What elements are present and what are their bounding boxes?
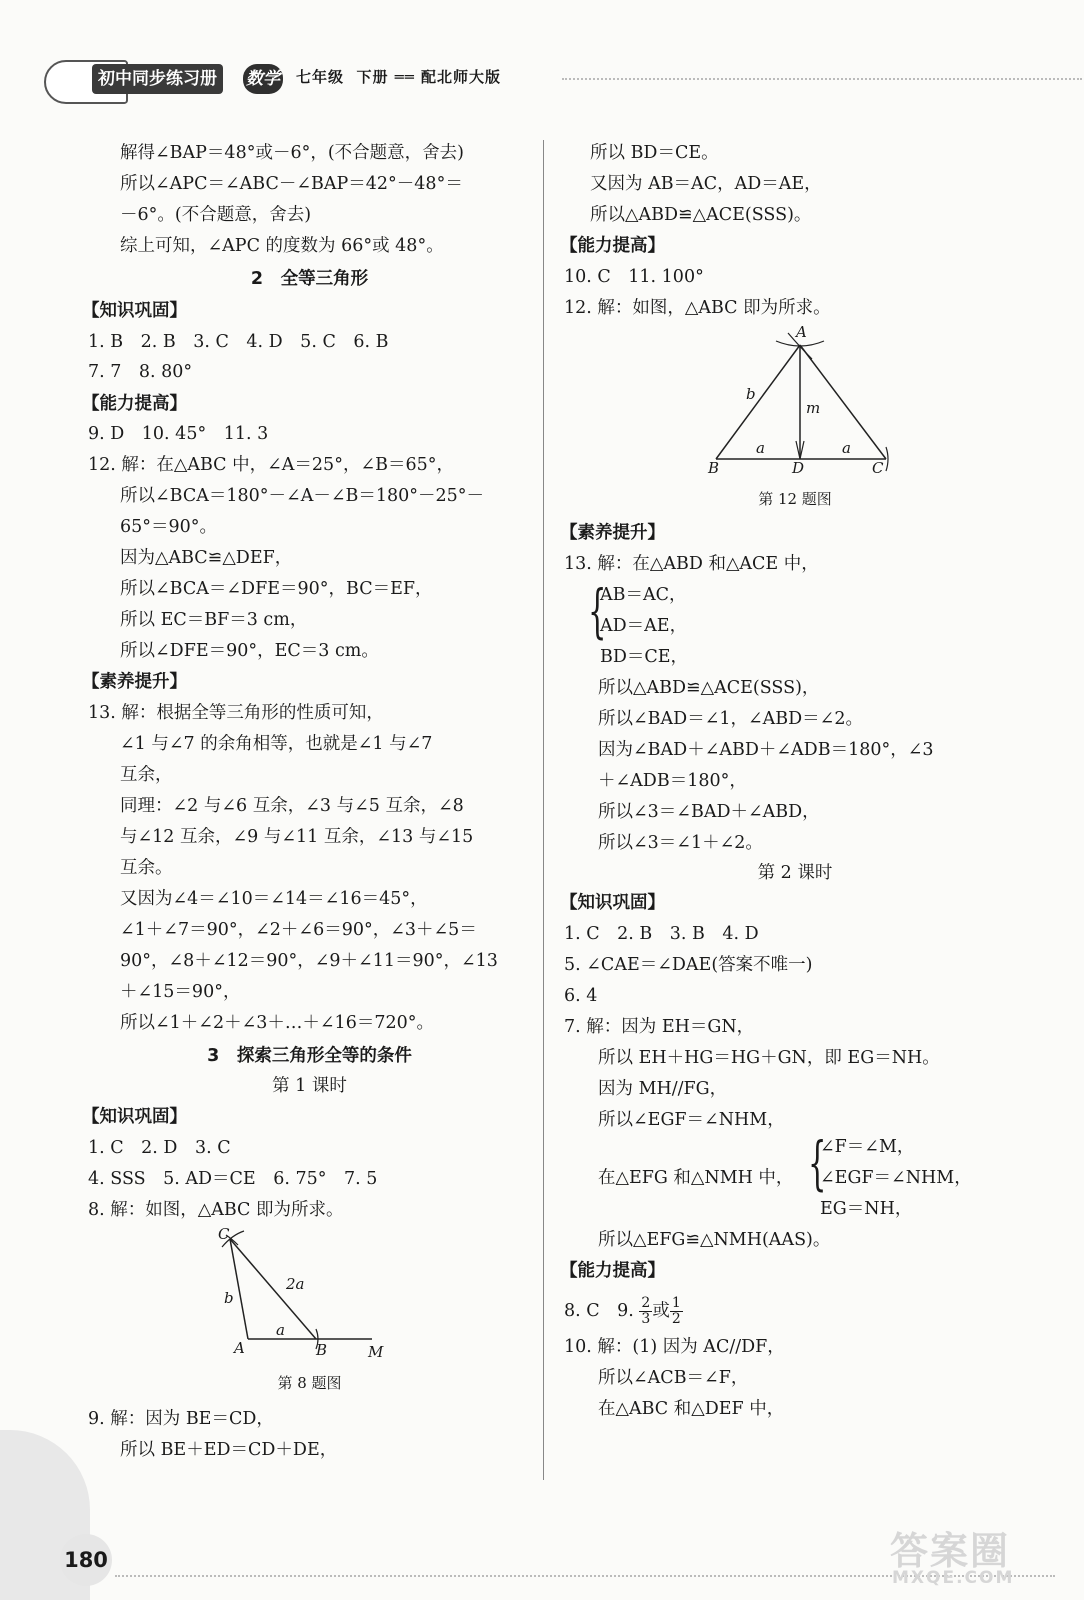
text-line: 所以∠ACB＝∠F，	[598, 1368, 749, 1388]
or-word: 或	[652, 1301, 670, 1321]
system-line: AB＝AC，	[600, 585, 687, 605]
book-title: 初中同步练习册	[92, 64, 223, 94]
page-number: 180	[60, 1534, 112, 1586]
watermark-text: 答案圈	[890, 1529, 1011, 1573]
label-m: m	[806, 399, 821, 417]
text-line: 因为 MH//FG，	[598, 1079, 728, 1099]
text-line: ＋∠15＝90°，	[120, 982, 241, 1002]
figure-caption: 第 8 题图	[277, 1374, 342, 1392]
answer-prefix: 8. C 9.	[564, 1301, 640, 1321]
text-line: 解得∠BAP＝48°或－6°，(不合题意，舍去)	[120, 143, 464, 163]
text-line: 所以△ABD≌△ACE(SSS)。	[590, 205, 812, 225]
text-line: 互余。	[120, 858, 173, 878]
text-line: 所以 EC＝BF＝3 cm，	[120, 610, 308, 630]
brace: {	[808, 1129, 827, 1197]
text-line: ∠1 与∠7 的余角相等，也就是∠1 与∠7	[120, 734, 433, 754]
label-c: C	[218, 1225, 230, 1243]
system-line: ∠EGF＝∠NHM，	[820, 1168, 972, 1188]
label-a: a	[276, 1321, 285, 1339]
figure-caption: 第 12 题图	[758, 490, 832, 508]
text-line: 互余，	[120, 765, 173, 785]
text-line: 因为∠BAD＋∠ABD＋∠ADB＝180°，∠3	[598, 740, 934, 760]
fraction	[670, 1296, 683, 1327]
page-header	[30, 52, 1054, 102]
text-line: 同理：∠2 与∠6 互余，∠3 与∠5 互余，∠8	[120, 796, 464, 816]
label-c-point: C	[872, 459, 884, 477]
text-line: 9. 解：因为 BE＝CD，	[88, 1409, 274, 1429]
text-line: 所以∠EGF＝∠NHM，	[598, 1110, 785, 1130]
answer-line: 7. 7 8. 80°	[88, 362, 193, 382]
subsection-label: 【能力提高】	[82, 394, 187, 414]
text-line: 综上可知，∠APC 的度数为 66°或 48°。	[120, 236, 444, 256]
label-b-point: B	[316, 1341, 328, 1359]
subsection-label: 【知识巩固】	[82, 301, 187, 321]
answer-line-fractions	[564, 1296, 683, 1327]
text-line: 所以∠DFE＝90°，EC＝3 cm。	[120, 641, 379, 661]
text-line: 所以∠3＝∠BAD＋∠ABD，	[598, 802, 820, 822]
text-line: 又因为∠4＝∠10＝∠14＝∠16＝45°，	[120, 889, 428, 909]
answer-line: 5. ∠CAE＝∠DAE(答案不唯一)	[564, 955, 813, 975]
text-line: 所以∠APC＝∠ABC－∠BAP＝42°－48°＝	[120, 174, 463, 194]
system-line: BD＝CE，	[600, 647, 689, 667]
text-line: 7. 解：因为 EH＝GN，	[564, 1017, 755, 1037]
label-m: M	[368, 1343, 384, 1361]
subsection-label: 【能力提高】	[560, 1261, 665, 1281]
answer-line: 6. 4	[564, 986, 598, 1006]
figure-12	[700, 325, 900, 475]
text-line: 所以∠BAD＝∠1，∠ABD＝∠2。	[598, 709, 863, 729]
text-line: 因为△ABC≌△DEF，	[120, 548, 293, 568]
label-d-point: D	[792, 459, 805, 477]
text-line: 65°＝90°。	[120, 517, 218, 537]
text-line: 13. 解：在△ABD 和△ACE 中，	[564, 554, 819, 574]
system-line: ∠F＝∠M，	[820, 1137, 915, 1157]
text-line: 所以△ABD≌△ACE(SSS)，	[598, 678, 820, 698]
text-line: 所以 BD＝CE。	[590, 143, 719, 163]
subsection-label: 【素养提升】	[82, 672, 187, 692]
watermark	[880, 1520, 1080, 1590]
label-a-point: A	[796, 323, 807, 341]
figure-12-drawing	[700, 325, 900, 475]
text-line: 13. 解：根据全等三角形的性质可知，	[88, 703, 384, 723]
text-line: 与∠12 互余，∠9 与∠11 互余，∠13 与∠15	[120, 827, 474, 847]
figure-8	[212, 1225, 402, 1365]
label-b: b	[746, 385, 756, 403]
system-line: EG＝NH，	[820, 1199, 913, 1219]
text-line: 10. 解：(1) 因为 AC//DF，	[564, 1337, 785, 1357]
subsection-label: 【知识巩固】	[82, 1107, 187, 1127]
fraction-denominator: 2	[671, 1311, 681, 1327]
text-line: 在△EFG 和△NMH 中，	[598, 1168, 794, 1188]
text-line: 又因为 AB＝AC，AD＝AE，	[590, 174, 822, 194]
text-line: 所以 EH＋HG＝HG＋GN，即 EG＝NH。	[598, 1048, 940, 1068]
answer-line: 1. B 2. B 3. C 4. D 5. C 6. B	[88, 332, 389, 352]
subject-badge: 数学	[243, 64, 283, 94]
text-line: 所以△EFG≌△NMH(AAS)。	[598, 1230, 831, 1250]
answer-line: 1. C 2. D 3. C	[88, 1138, 231, 1158]
answer-line: 10. C 11. 100°	[564, 267, 704, 287]
section-heading: 3 探索三角形全等的条件	[207, 1046, 412, 1066]
fraction-numerator: 2	[641, 1295, 651, 1311]
header-rule	[562, 78, 1082, 80]
label-a-right: a	[842, 439, 851, 457]
text-line: －6°。(不合题意，舍去)	[120, 205, 312, 225]
answer-line: 4. SSS 5. AD＝CE 6. 75° 7. 5	[88, 1169, 378, 1189]
system-line: AD＝AE，	[600, 616, 688, 636]
text-line: 所以∠BCA＝∠DFE＝90°，BC＝EF，	[120, 579, 433, 599]
watermark-url: MXQE.COM	[892, 1568, 1015, 1588]
text-line: 所以∠1＋∠2＋∠3＋…＋∠16＝720°。	[120, 1013, 434, 1033]
label-b: b	[224, 1289, 234, 1307]
fraction	[639, 1296, 652, 1327]
text-line: 12. 解：如图，△ABC 即为所求。	[564, 298, 831, 318]
subsection-label: 【知识巩固】	[560, 893, 665, 913]
text-line: 90°，∠8＋∠12＝90°，∠9＋∠11＝90°，∠13	[120, 951, 498, 971]
subsection-label: 【素养提升】	[560, 523, 665, 543]
text-line: ∠1＋∠7＝90°，∠2＋∠6＝90°，∠3＋∠5＝	[120, 920, 477, 940]
text-line: 所以∠BCA＝180°－∠A－∠B＝180°－25°－	[120, 486, 485, 506]
text-line: 所以∠3＝∠1＋∠2。	[598, 833, 763, 853]
section-heading: 2 全等三角形	[250, 269, 369, 289]
text-line: 12. 解：在△ABC 中，∠A＝25°，∠B＝65°，	[88, 455, 454, 475]
subsection-label: 【能力提高】	[560, 236, 665, 256]
fraction-numerator: 1	[671, 1295, 681, 1311]
answer-line: 1. C 2. B 3. B 4. D	[564, 924, 759, 944]
lesson-heading: 第 1 课时	[272, 1076, 347, 1096]
text-line: 所以 BE＋ED＝CD＋DE，	[120, 1440, 338, 1460]
column-divider	[543, 140, 544, 1480]
label-a-left: a	[756, 439, 765, 457]
grade-edition: 七年级 下册 ══ 配北师大版	[296, 68, 501, 86]
lesson-heading: 第 2 课时	[757, 863, 833, 883]
text-line: 在△ABC 和△DEF 中，	[598, 1399, 785, 1419]
label-b-point: B	[708, 459, 720, 477]
text-line: 8. 解：如图，△ABC 即为所求。	[88, 1200, 344, 1220]
answer-line: 9. D 10. 45° 11. 3	[88, 424, 269, 444]
label-a-point: A	[234, 1339, 245, 1357]
label-2a: 2a	[286, 1275, 305, 1293]
brace: {	[588, 577, 607, 645]
text-line: ＋∠ADB＝180°，	[598, 771, 747, 791]
fraction-denominator: 3	[641, 1311, 651, 1327]
